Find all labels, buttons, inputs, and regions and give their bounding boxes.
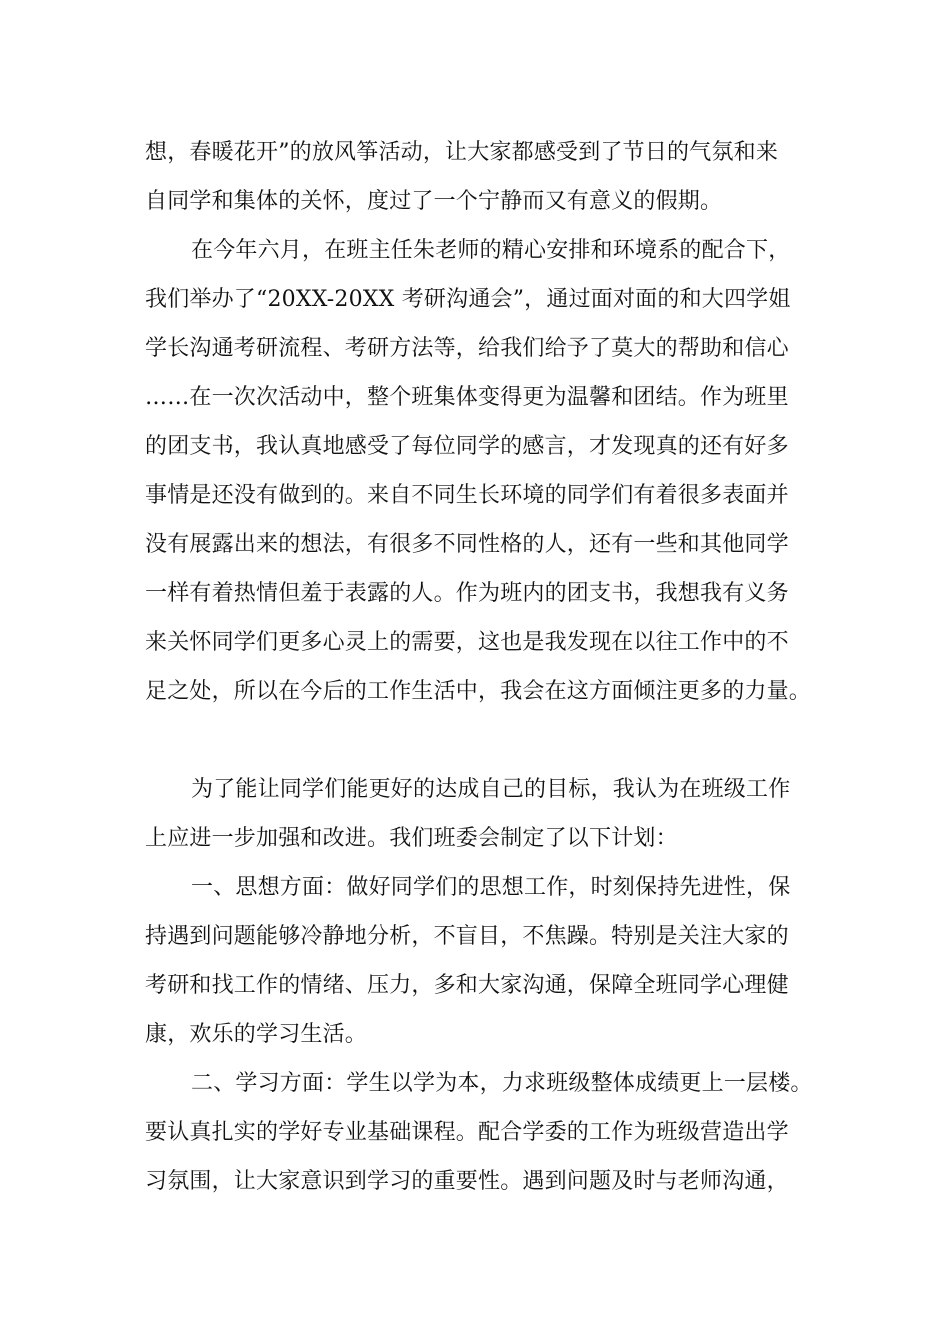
text-line: 没有展露出来的想法，有很多不同性格的人，还有一些和其他同学 bbox=[145, 532, 789, 557]
paragraph-3 bbox=[145, 765, 809, 863]
text-line: 考研和找工作的情绪、压力，多和大家沟通，保障全班同学心理健 bbox=[145, 973, 789, 998]
text-line: 一、思想方面：做好同学们的思想工作，时刻保持先进性，保 bbox=[191, 875, 791, 900]
text-line: 的团支书，我认真地感受了每位同学的感言，才发现真的还有好多 bbox=[145, 434, 789, 459]
text-line: 持遇到问题能够冷静地分析，不盲目，不焦躁。特别是关注大家的 bbox=[145, 924, 789, 949]
paragraph-2 bbox=[145, 226, 812, 716]
text-line: 上应进一步加强和改进。我们班委会制定了以下计划： bbox=[145, 826, 678, 851]
paragraph-1 bbox=[145, 128, 809, 226]
text-line: 要认真扎实的学好专业基础课程。配合学委的工作为班级营造出学 bbox=[145, 1120, 789, 1145]
text-line: 自同学和集体的关怀，度过了一个宁静而又有意义的假期。 bbox=[145, 189, 723, 214]
text-line: 康，欢乐的学习生活。 bbox=[145, 1022, 368, 1047]
text-line: 在今年六月，在班主任朱老师的精心安排和环境系的配合下， bbox=[191, 238, 791, 263]
text-line: ……在一次次活动中，整个班集体变得更为温馨和团结。作为班里 bbox=[145, 385, 789, 410]
text-line: 足之处，所以在今后的工作生活中，我会在这方面倾注更多的力量。 bbox=[145, 679, 812, 704]
text-line: 学长沟通考研流程、考研方法等，给我们给予了莫大的帮助和信心 bbox=[145, 336, 789, 361]
text-line: 我们举办了“20XX-20XX 考研沟通会”，通过面对面的和大四学姐 bbox=[145, 287, 791, 312]
text-line: 习氛围，让大家意识到学习的重要性。遇到问题及时与老师沟通， bbox=[145, 1169, 789, 1194]
text-line: 来关怀同学们更多心灵上的需要，这也是我发现在以往工作中的不 bbox=[145, 630, 789, 655]
paragraph-spacer bbox=[145, 716, 809, 765]
paragraph-5 bbox=[145, 1059, 813, 1206]
paragraph-4 bbox=[145, 863, 809, 1059]
text-line: 一样有着热情但羞于表露的人。作为班内的团支书，我想我有义务 bbox=[145, 581, 789, 606]
text-line: 为了能让同学们能更好的达成自己的目标，我认为在班级工作 bbox=[191, 777, 791, 802]
document-body bbox=[145, 128, 813, 1206]
text-line: 二、学习方面：学生以学为本，力求班级整体成绩更上一层楼。 bbox=[191, 1071, 813, 1096]
text-line: 事情是还没有做到的。来自不同生长环境的同学们有着很多表面并 bbox=[145, 483, 789, 508]
text-line: 想，春暖花开”的放风筝活动，让大家都感受到了节日的气氛和来 bbox=[145, 140, 779, 165]
